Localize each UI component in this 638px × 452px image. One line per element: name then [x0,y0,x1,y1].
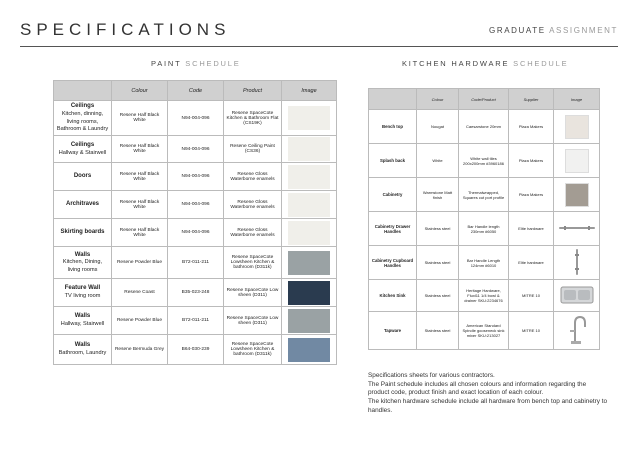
kitchen-image [554,144,600,178]
paint-area-name: Architraves [65,201,100,208]
kitchen-header-colour: Colour [417,89,459,110]
paint-product: Resene SpaceCote Kitchen & Bathroom Flat (CS19K) [224,101,282,136]
paint-product: Resene Gloss Waterborne enamels [224,219,282,247]
paint-header-colour: Colour [112,81,168,101]
paint-colour: Resene Half Black White [112,101,168,136]
kitchen-header-row [369,89,600,110]
paint-swatch [288,309,330,333]
kitchen-header-code: Code/Product [459,89,509,110]
paint-area-name: Doors [73,173,92,180]
paint-image [282,279,337,307]
sink-icon [560,285,594,305]
kitchen-header-image: Image [554,89,600,110]
kitchen-colour: Stainless steel [417,246,459,280]
paint-product: Resene SpaceCote Lowsheen Kitchen & bathroom (D311k) [224,247,282,279]
paint-product: Resene SpaceCote Low sheen (D311) [224,279,282,307]
kitchen-item: Bench top [369,110,417,144]
paint-colour: Resene Half Black White [112,136,168,163]
paint-image [282,101,337,136]
paint-header-product: Product [224,81,282,101]
kitchen-item: Cabinetry [369,178,417,212]
kitchen-code: Caesarstone 20mm [459,110,509,144]
paint-area-name: Skirting boards [60,229,105,236]
paint-product: Resene Gloss Waterborne enamels [224,191,282,219]
paint-row [54,101,337,136]
kitchen-row [369,312,600,350]
kitchen-row [369,212,600,246]
paint-area [54,247,112,279]
kitchen-schedule-title [402,59,568,68]
paint-area [54,307,112,335]
paint-code: B64-030-239 [168,335,224,365]
kitchen-row [369,280,600,312]
kitchen-image [554,212,600,246]
kitchen-row [369,246,600,280]
kitchen-supplier: Elite hardware [509,212,554,246]
kitchen-colour: Stainless steel [417,280,459,312]
paint-image [282,219,337,247]
paint-area-name: Walls [74,313,91,320]
kitchen-image [554,178,600,212]
paint-header-area [54,81,112,101]
kitchen-item: Cabinetry Drawer Handles [369,212,417,246]
paint-area-name: Feature Wall [64,285,101,292]
material-swatch [565,183,589,207]
kitchen-code: White wall tiles 200x200mm #3960186 [459,144,509,178]
paint-area-location: Hallway & Stairwell [58,149,107,156]
kitchen-code: Bar Handle Length 124mm #6010 [459,246,509,280]
kitchen-supplier: Elite hardware [509,246,554,280]
paint-code: N94-004-096 [168,136,224,163]
material-swatch [565,115,589,139]
paint-area [54,101,112,136]
paint-row [54,279,337,307]
page-title: SPECIFICATIONS [20,20,231,39]
kitchen-code: Bar Handle length 230mm #6050 [459,212,509,246]
paint-area [54,163,112,191]
paint-colour: Resene Half Black White [112,191,168,219]
kitchen-header-supplier: Supplier [509,89,554,110]
paint-colour: Resene Coast [112,279,168,307]
paint-area [54,219,112,247]
paint-title-bold: PAINT [151,59,182,68]
kitchen-code: Heritage Hardware, Fluxl11 1/4 bowl & drainer SKU:2234676 [459,280,509,312]
paint-area-name: Ceilings [70,141,95,148]
paint-area-location: Kitchen, dinning, living rooms, Bathroom & Laundry [56,110,109,133]
assignment-bold: GRADUATE [489,26,546,35]
kitchen-hardware-table [368,88,600,350]
paint-product: Resene SpaceCote Low sheen (D311) [224,307,282,335]
kitchen-code: Thermalwrapped, Squares cut port profile [459,178,509,212]
kitchen-supplier: Plaza Makers [509,110,554,144]
paint-swatch [288,193,330,217]
paint-area-location: Kitchen, Dining, living rooms [62,259,103,273]
paint-product: Resene Gloss Waterborne enamels [224,163,282,191]
paint-image [282,335,337,365]
specification-notes [368,372,608,415]
paint-code: N94-004-096 [168,101,224,136]
paint-title-light: SCHEDULE [185,59,241,68]
paint-area-name: Walls [74,251,91,258]
kitchen-row [369,110,600,144]
paint-header-code: Code [168,81,224,101]
note-line: Specifications sheets for various contractors. [368,372,495,379]
header-divider [20,46,618,47]
paint-row [54,307,337,335]
kitchen-colour: White [417,144,459,178]
paint-code: N94-004-096 [168,219,224,247]
note-line: The Paint schedule includes all chosen colours and information regarding the product code, product finish and exact location of each colour. [368,380,587,397]
paint-image [282,163,337,191]
kitchen-supplier: MITRE 10 [509,280,554,312]
paint-code: N94-004-096 [168,163,224,191]
kitchen-image [554,312,600,350]
paint-image [282,191,337,219]
paint-swatch [288,106,330,130]
paint-code: B72-011-211 [168,247,224,279]
paint-colour: Resene Powder Blue [112,247,168,279]
kitchen-code: American Standard Spindle gooseneck sink mixer SKU:213027 [459,312,509,350]
kitchen-image [554,110,600,144]
paint-swatch [288,281,330,305]
paint-header-row [54,81,337,101]
assignment-light: ASSIGNMENT [549,26,618,35]
kitchen-image [554,246,600,280]
kitchen-row [369,144,600,178]
paint-image [282,136,337,163]
kitchen-row [369,178,600,212]
kitchen-title-light: SCHEDULE [513,59,569,68]
kitchen-item: Tapware [369,312,417,350]
paint-area-name: Walls [74,342,91,349]
paint-row [54,136,337,163]
kitchen-header-item [369,89,417,110]
paint-row [54,335,337,365]
kitchen-image [554,280,600,312]
paint-area [54,191,112,219]
paint-header-image: Image [282,81,337,101]
paint-colour: Resene Half Black White [112,163,168,191]
tap-icon [567,315,587,345]
paint-code: B72-011-211 [168,307,224,335]
paint-image [282,307,337,335]
paint-schedule-title [151,59,241,68]
paint-code: N94-004-096 [168,191,224,219]
paint-schedule-table [53,80,337,365]
drawer-handle-icon [557,223,597,233]
cupboard-handle-icon [572,248,582,276]
paint-area [54,136,112,163]
kitchen-item: Cabinetry Cupboard Handles [369,246,417,280]
paint-row [54,219,337,247]
kitchen-item: Kitchen Sink [369,280,417,312]
paint-area-location: TV living room [64,293,101,299]
paint-row [54,163,337,191]
paint-swatch [288,137,330,161]
kitchen-supplier: Plaza Makers [509,144,554,178]
assignment-label [489,26,618,35]
kitchen-supplier: MITRE 10 [509,312,554,350]
note-line: The kitchen hardware schedule include all hardware from bench top and cabinetry to handles. [368,397,608,414]
paint-area [54,279,112,307]
kitchen-colour: Warmstone Matt finish [417,178,459,212]
paint-swatch [288,165,330,189]
paint-image [282,247,337,279]
paint-row [54,247,337,279]
material-swatch [565,149,589,173]
paint-row [54,191,337,219]
paint-area-location: Bathroom, Laundry [58,350,107,356]
paint-area [54,335,112,365]
paint-product: Resene SpaceCote Lowsheen Kitchen & bathroom (D311k) [224,335,282,365]
paint-area-location: Hallway, Stairwell [60,321,105,327]
kitchen-colour: Stainless steel [417,312,459,350]
paint-area-name: Ceilings [70,103,95,110]
kitchen-colour: Nougat [417,110,459,144]
paint-colour: Resene Powder Blue [112,307,168,335]
kitchen-item: Splash back [369,144,417,178]
paint-colour: Resene Half Black White [112,219,168,247]
paint-colour: Resene Bermuda Grey [112,335,168,365]
kitchen-supplier: Plaza Makers [509,178,554,212]
paint-product: Resene Ceiling Paint (CS36) [224,136,282,163]
paint-swatch [288,221,330,245]
paint-swatch [288,338,330,362]
paint-swatch [288,251,330,275]
kitchen-colour: Stainless steel [417,212,459,246]
kitchen-title-bold: KITCHEN HARDWARE [402,59,510,68]
paint-code: B35-023-248 [168,279,224,307]
